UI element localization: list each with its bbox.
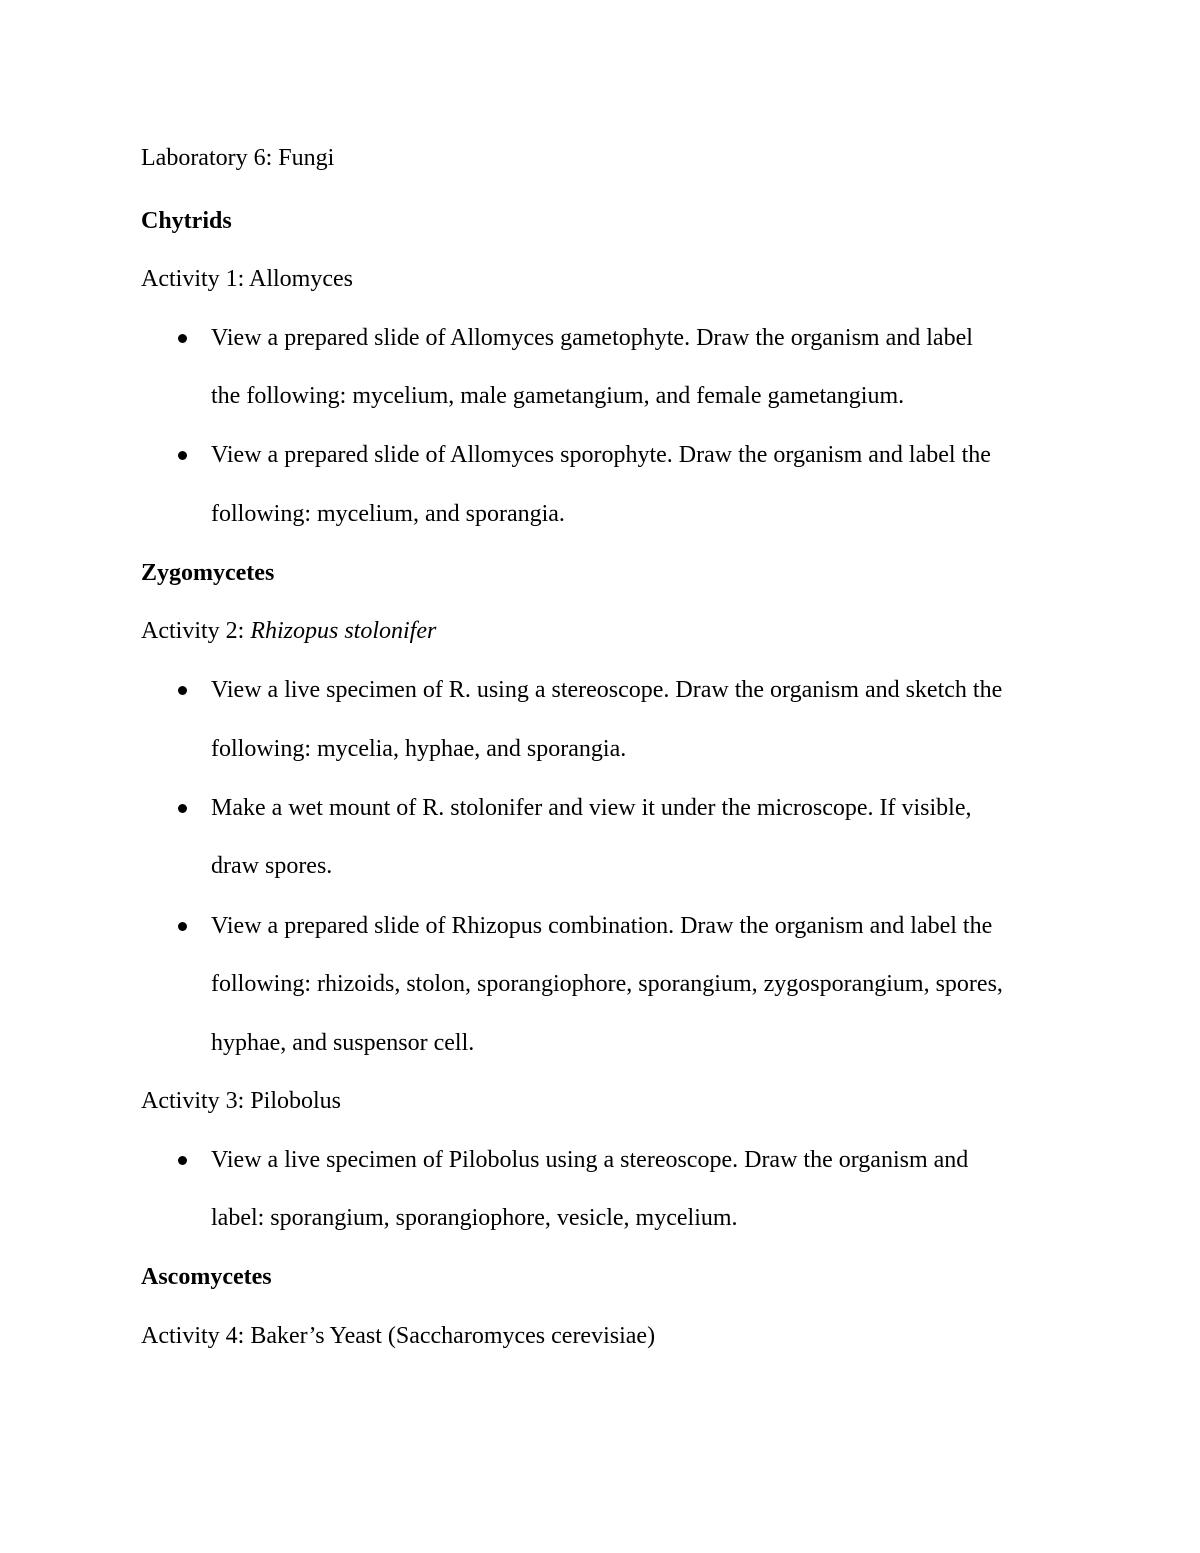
activity-1-bullet-2-line-1: View a prepared slide of Allomyces sporophyte. Draw the organism and label the	[211, 442, 991, 468]
activity-3-label: Activity 3: Pilobolus	[141, 1088, 342, 1114]
activity-2-bullet-2-line-1: Make a wet mount of R. stolonifer and view it under the microscope. If visible,	[211, 795, 972, 821]
bullet-icon	[178, 334, 187, 343]
activity-2-label-species: Rhizopus stolonifer	[250, 618, 437, 644]
activity-2-label-prefix: Activity 2:	[141, 618, 251, 644]
activity-1-bullet-1-line-1: View a prepared slide of Allomyces gametophyte. Draw the organism and label	[211, 325, 973, 351]
activity-1-bullet-1-line-2: the following: mycelium, male gametangium, and female gametangium.	[211, 383, 905, 409]
activity-2-bullet-2-line-2: draw spores.	[211, 853, 333, 879]
activity-2-label	[141, 616, 436, 646]
bullet-icon	[178, 686, 187, 695]
document-title: Laboratory 6: Fungi	[141, 145, 335, 171]
bullet-icon	[178, 451, 187, 460]
activity-3-bullet-1-line-1: View a live specimen of Pilobolus using a stereoscope. Draw the organism and	[211, 1147, 969, 1173]
section-heading-ascomycetes: Ascomycetes	[141, 1264, 272, 1290]
bullet-icon	[178, 1156, 187, 1165]
section-heading-zygomycetes: Zygomycetes	[141, 560, 275, 586]
activity-4-label: Activity 4: Baker’s Yeast (Saccharomyces cerevisiae)	[141, 1323, 656, 1349]
activity-1-label: Activity 1: Allomyces	[141, 266, 353, 292]
activity-2-bullet-1-line-2: following: mycelia, hyphae, and sporangia.	[211, 736, 627, 762]
section-heading-chytrids: Chytrids	[141, 208, 232, 234]
activity-3-bullet-1-line-2: label: sporangium, sporangiophore, vesicle, mycelium.	[211, 1205, 738, 1231]
activity-2-bullet-3-line-1: View a prepared slide of Rhizopus combination. Draw the organism and label the	[211, 913, 993, 939]
activity-2-bullet-1-line-1: View a live specimen of R. using a stereoscope. Draw the organism and sketch the	[211, 677, 1003, 703]
activity-2-bullet-3-line-3: hyphae, and suspensor cell.	[211, 1030, 475, 1056]
activity-1-bullet-2-line-2: following: mycelium, and sporangia.	[211, 501, 565, 527]
activity-2-bullet-3-line-2: following: rhizoids, stolon, sporangiophore, sporangium, zygosporangium, spores,	[211, 971, 1003, 997]
bullet-icon	[178, 922, 187, 931]
bullet-icon	[178, 804, 187, 813]
